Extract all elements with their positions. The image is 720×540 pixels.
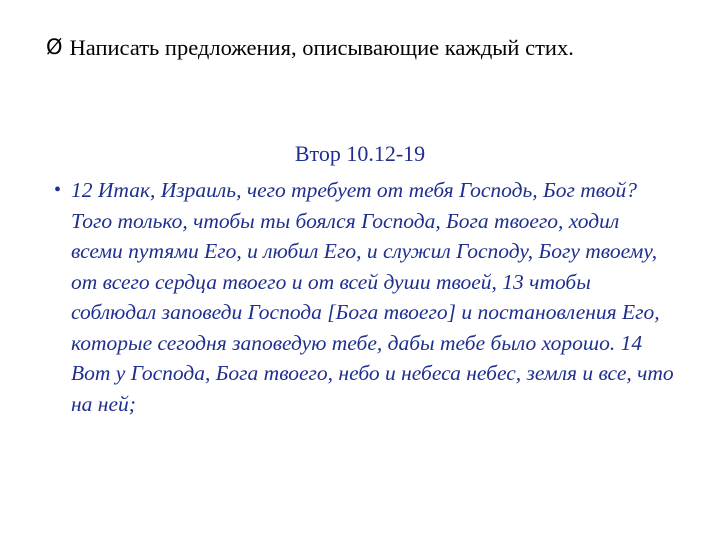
verse-bullet-item (54, 175, 674, 419)
task-bullet-item (46, 33, 686, 62)
task-text: Написать предложения, описывающие каждый стих. (69, 35, 574, 60)
dot-bullet-icon: • (54, 179, 62, 201)
arrow-bullet-icon: Ø (46, 35, 63, 59)
scripture-reference-heading: Втор 10.12-19 (294, 141, 426, 166)
verse-text: 12 Итак, Израиль, чего требует от тебя Господь, Бог твой? Того только, чтобы ты боялся Господа, Бога твоего, ходил всеми путями Его, и любил Его, и служил Господу, Богу твоему, от всего сердца твоего и от всей души твоей, 13 чтобы соблюдал заповеди Господа [Бога твоего] и постановления Его, которые сегодня заповедую тебе, дабы тебе было хорошо. 14 Вот у Господа, Бога твоего, небо и небеса небес, земля и все, что на ней; (71, 178, 674, 416)
